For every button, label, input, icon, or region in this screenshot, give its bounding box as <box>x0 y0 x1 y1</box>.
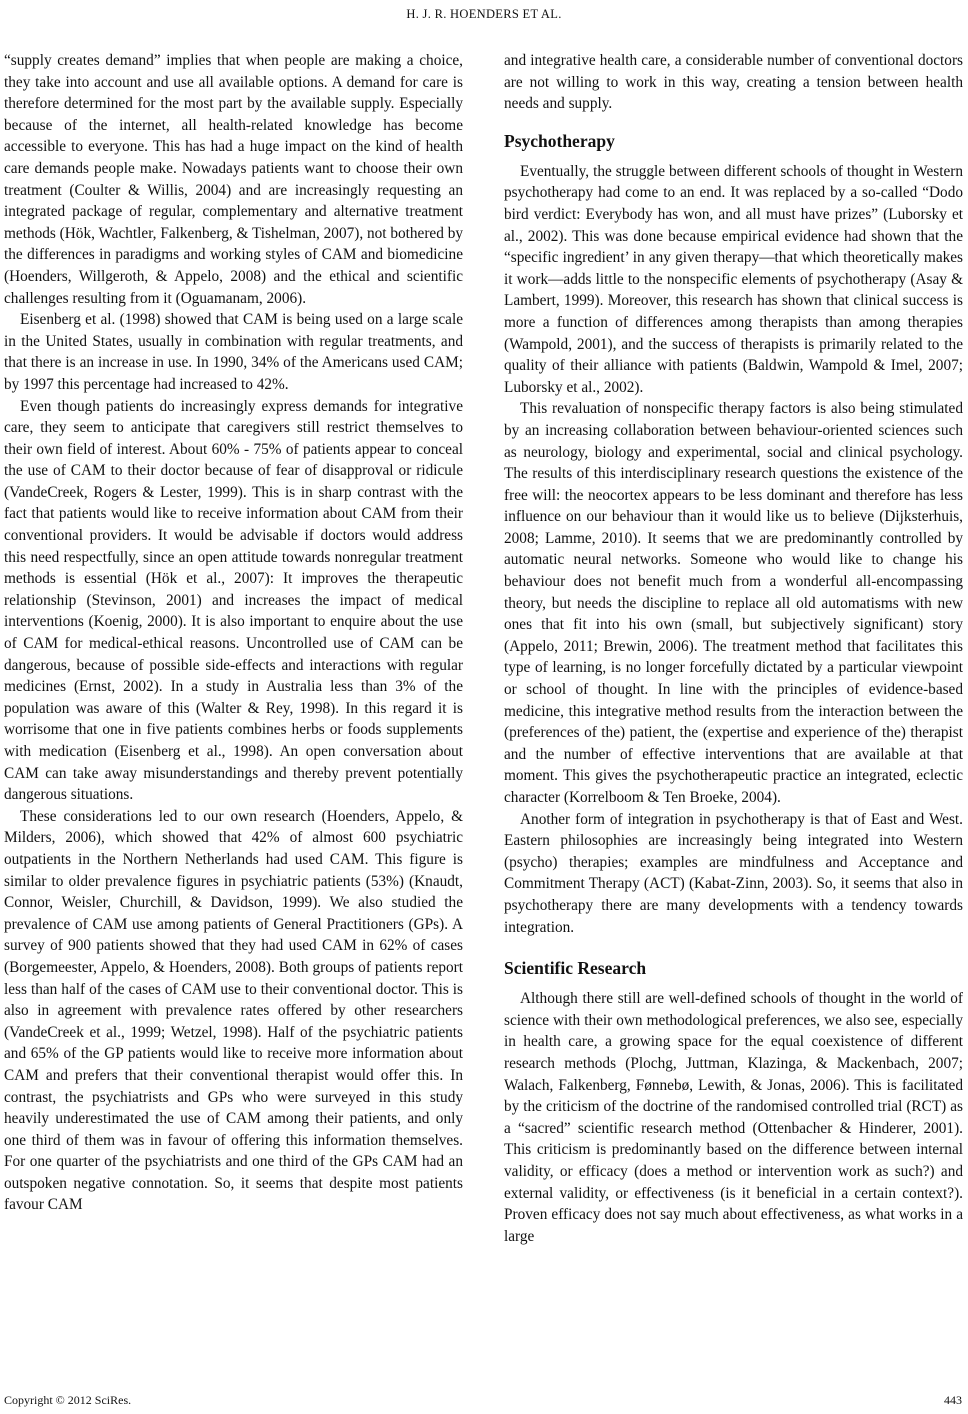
body-paragraph: “supply creates demand” implies that when people are making a choice, they take into account and use all available options. A demand for care is therefore determined for the most part by the available supply. Especially because of the internet, all health-related knowledge has become accessible to everyone. This has had a huge impact on the kind of health care demands people make. Nowadays patients want to choose their own treatment (Coulter & Willis, 2004) and are increasingly requesting an integrated package of regular, complementary and alternative treatment methods (Hök, Wachtler, Falkenberg, & Tishelman, 2007), not bothered by the differences in paradigms and working styles of CAM and biomedicine (Hoenders, Willgeroth, & Appelo, 2008) and the ethical and scientific challenges resulting from it (Oguamanam, 2006). <box>4 52 463 307</box>
left-column <box>4 50 463 1216</box>
body-paragraph: These considerations led to our own research (Hoenders, Appelo, & Milders, 2006), which showed that 42% of almost 600 psychiatric outpatients in the Northern Netherlands had used CAM. This figure is similar to older prevalence figures in psychiatric patients (53%) (Knaudt, Connor, Weisler, Churchill, & Davidson, 1999). We also studied the prevalence of CAM use among patients of General Practitioners (GPs). A survey of 900 patients showed that they had used CAM in 62% of cases (Borgemeester, Appelo, & Hoenders, 2008). Both groups of patients report less than half of the cases of CAM use to their conventional doctor. This is also in agreement with prevalence rates offered by other researchers (VandeCreek et al., 1999; Wetzel, 1998). Half of the psychiatric patients and 65% of the GP patients would like to receive more information about CAM and prefers that their conventional therapist would offer this. In contrast, the psychiatrists and GPs who were surveyed in this study heavily underestimated the use of CAM among their patients, and only one third of them was in favour of offering this information themselves. For one quarter of the psychiatrists and one third of the GPs CAM had an outspoken negative connotation. So, it seems that despite most patients favour CAM <box>4 807 463 1214</box>
running-head: H. J. R. HOENDERS ET AL. <box>406 7 562 21</box>
body-paragraph: Another form of integration in psychotherapy is that of East and West. Eastern philosophies are increasingly being integrated into Western (psycho) therapies; examples are mindfulness and Acceptance and Commitment Therapy (ACT) (Kabat-Zinn, 2003). So, it seems that also in psychotherapy there are many developments with a tendency towards integration. <box>504 810 963 936</box>
page-number: 443 <box>944 1393 962 1407</box>
body-paragraph: This revaluation of nonspecific therapy factors is also being stimulated by an increasing collaboration between behaviour-oriented sciences such as neurology, biology and experimental, social and clinical psychology. The results of this interdisciplinary research questions the existence of the free will: the neocortex appears to be less dominant and therefore has less influence on our behaviour than it would like us to believe (Dijksterhuis, 2008; Lamme, 2010). It seems that we are predominantly controlled by automatic neural networks. Someone who would like to change his behaviour does not benefit much from a wonderful all-encompassing theory, but needs the discipline to replace all old automatisms with new ones that fit into his own (small, but subjectively significant) story (Appelo, 2011; Brewin, 2006). The treatment method that facilitates this type of learning, is no longer forcefully dictated by a particular viewpoint or school of thought. In line with the principles of evidence-based medicine, this integrative method results from the interaction between the (preferences of the) patient, the (expertise and experience of the) therapist and the number of effective interventions that are available at that moment. This gives the psychotherapeutic practice an integrated, eclectic character (Korrelboom & Ten Broeke, 2004). <box>504 400 963 806</box>
body-paragraph: Although there still are well-defined schools of thought in the world of science with their own methodological preferences, we also see, especially in health care, a growing space for the equal coexistence of different research methods (Plochg, Juttman, Klazinga, & Mackenbach, 2007; Walach, Falkenberg, Fønnebø, Lewith, & Jonas, 2006). This is facilitated by the criticism of the doctrine of the randomised controlled trial (RCT) as a “sacred” scientific research method (Ottenbacher & Hinderer, 2001). This criticism is predominantly based on the difference between internal validity, or efficacy (does a method or intervention work as such?) and external validity, or effectiveness (is it beneficial in a certain context?). Proven efficacy does not say much about effectiveness, as what works in a large <box>504 990 963 1245</box>
section-heading-psychotherapy: Psychotherapy <box>504 130 615 151</box>
body-paragraph: Even though patients do increasingly express demands for integrative care, they seem to anticipate that caregivers still restrict themselves to their own field of interest. About 60% - 75% of patients appear to conceal the use of CAM to their doctor because of fear of disapproval or ridicule (VandeCreek, Rogers & Lester, 1999). This is in sharp contrast with the fact that patients would like to receive information about CAM from their conventional providers. It would be advisable if doctors would address this need respectfully, since an open attitude towards nonregular treatment methods is essential (Hök et al., 2007): It improves the therapeutic relationship (Stevinson, 2001) and increases the impact of medical interventions (Koenig, 2000). It is also important to enquire about the use of CAM for medical-ethical reasons. Uncontrolled use of CAM can be dangerous, because of possible side-effects and interactions with regular medicines (Ernst, 2002). In a study in Australia less than 3% of the population was aware of this (Walter & Rey, 1998). In this regard it is worrisome that one in five patients combines herbs or foods supplements with medication (Eisenberg et al., 1998). An open conversation about CAM can take away misunderstandings and thereby prevent potentially dangerous situations. <box>4 397 463 804</box>
section-heading-scientific-research: Scientific Research <box>504 958 647 979</box>
body-paragraph: Eisenberg et al. (1998) showed that CAM is being used on a large scale in the United States, usually in combination with regular treatments, and that there is an increase in use. In 1990, 34% of the Americans used CAM; by 1997 this percentage had increased to 42%. <box>4 311 463 393</box>
right-column <box>504 50 963 1247</box>
copyright-notice: Copyright © 2012 SciRes. <box>4 1393 132 1407</box>
body-paragraph: and integrative health care, a considerable number of conventional doctors are not willing to work in this way, creating a tension between health needs and supply. <box>504 52 963 113</box>
body-paragraph: Eventually, the struggle between different schools of thought in Western psychotherapy had come to an end. It was replaced by a so-called “Dodo bird verdict: Everybody has won, and all must have prizes” (Luborsky et al., 2002). This was done because empirical evidence had shown that the “specific ingredient’ in any given therapy—that which theoretically makes it work—adds little to the nonspecific elements of psychotherapy (Asay & Lambert, 1999). Moreover, this research has shown that clinical success is more a function of differences among therapists than among therapies (Wampold, 2001), and the success of therapists is primarily related to the quality of their alliance with patients (Baldwin, Wampold & Imel, 2007; Luborsky et al., 2002). <box>504 162 963 396</box>
